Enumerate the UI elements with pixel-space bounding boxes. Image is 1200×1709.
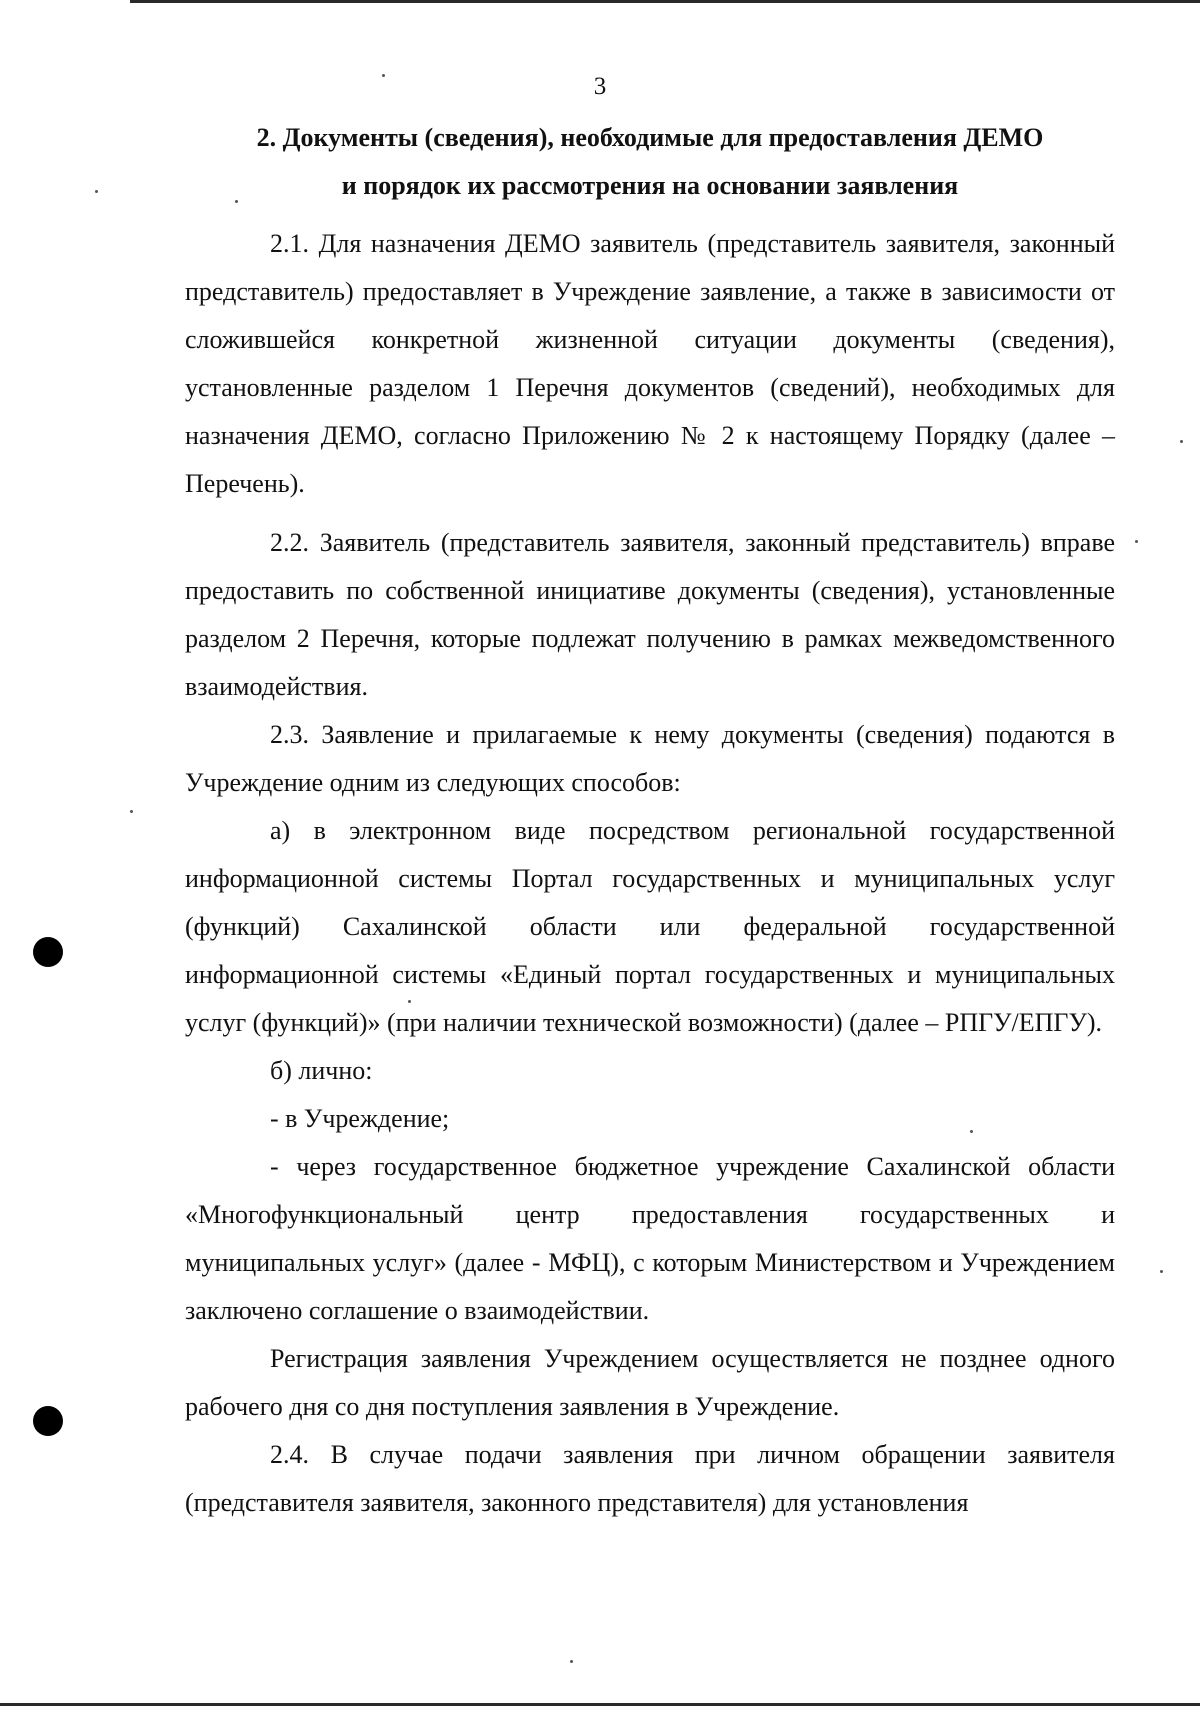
scan-speck bbox=[570, 1660, 573, 1663]
punch-hole-lower bbox=[33, 1406, 63, 1436]
scan-edge-bottom bbox=[0, 1703, 1200, 1706]
scan-speck bbox=[130, 810, 133, 813]
paragraph-2-3: 2.3. Заявление и прилагаемые к нему документы (сведения) подаются в Учреждение одним из следующих способов: bbox=[185, 720, 1115, 797]
sub-item-mfc: - через государственное бюджетное учреждение Сахалинской области «Многофункциональный центр предоставления государственных и муниципальных услуг» (далее - МФЦ), с которым Министерством и Учреждением заключено соглашение о взаимодействии. bbox=[185, 1152, 1115, 1325]
scan-speck bbox=[1180, 440, 1183, 443]
section-title-line-1: 2. Документы (сведения), необходимые для предоставления ДЕМО bbox=[256, 123, 1044, 152]
paragraph-2-1: 2.1. Для назначения ДЕМО заявитель (представитель заявителя, законный представитель) предоставляет в Учреждение заявление, а также в зависимости от сложившейся конкретной жизненной ситуации документы (сведения), установленные разделом 1 Перечня документов (сведений), необходимых для назначения ДЕМО, согласно Приложению № 2 к настоящему Порядку (далее – Перечень). bbox=[185, 229, 1115, 498]
list-item-b-in-person: б) лично: bbox=[270, 1056, 373, 1085]
punch-hole-upper bbox=[33, 937, 63, 967]
paragraph-2-4: 2.4. В случае подачи заявления при личном обращении заявителя (представителя заявителя, законного представителя) для установления bbox=[185, 1440, 1115, 1517]
scan-speck bbox=[1160, 1270, 1163, 1273]
sub-item-institution: - в Учреждение; bbox=[270, 1104, 450, 1133]
scan-speck bbox=[1135, 540, 1138, 543]
document-body bbox=[185, 220, 1115, 1527]
scan-edge-top bbox=[130, 0, 1200, 3]
section-title bbox=[185, 114, 1115, 210]
list-item-a-electronic: а) в электронном виде посредством региональной государственной информационной системы Портал государственных и муниципальных услуг (функций) Сахалинской области или федеральной государственной информационной системы «Единый портал государственных и муниципальных услуг (функций)» (при наличии технической возможности) (далее – РПГУ/ЕПГУ). bbox=[185, 816, 1115, 1037]
paragraph-registration: Регистрация заявления Учреждением осуществляется не позднее одного рабочего дня со дня поступления заявления в Учреждение. bbox=[185, 1344, 1115, 1421]
section-title-line-2: и порядок их рассмотрения на основании заявления bbox=[341, 171, 959, 200]
page-number: 3 bbox=[593, 73, 607, 100]
paragraph-2-2: 2.2. Заявитель (представитель заявителя, законный представитель) вправе предоставить по собственной инициативе документы (сведения), установленные разделом 2 Перечня, которые подлежат получению в рамках межведомственного взаимодействия. bbox=[185, 528, 1115, 701]
scan-speck bbox=[95, 190, 98, 193]
